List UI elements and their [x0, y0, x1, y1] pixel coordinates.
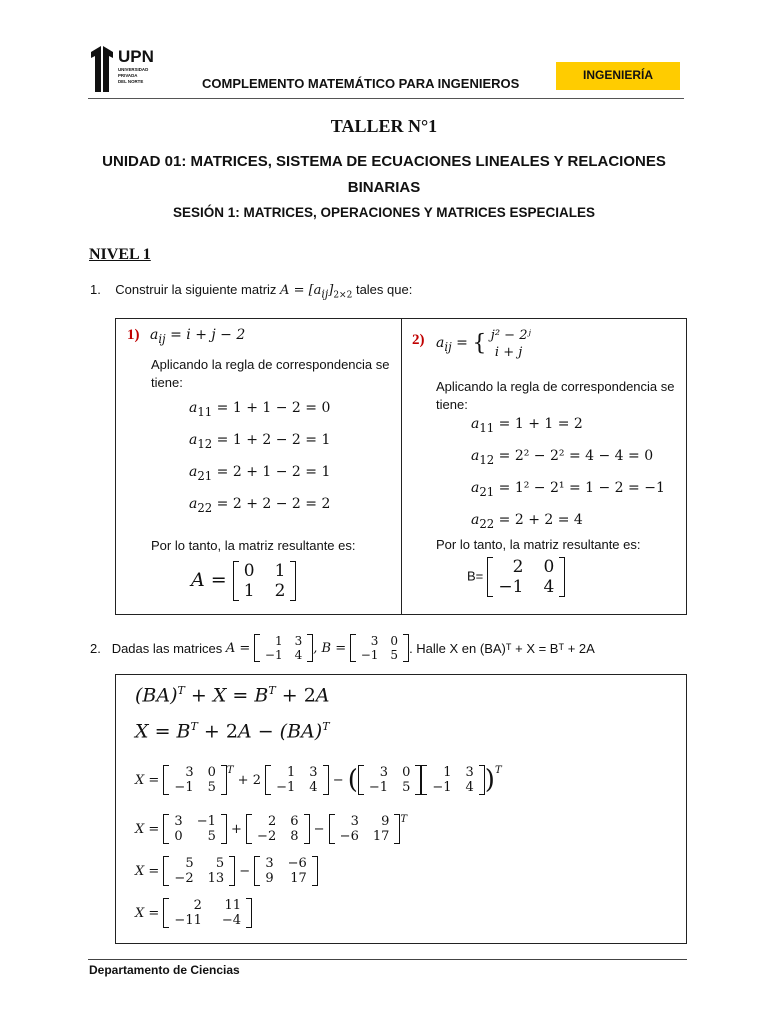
logo-text: UPN — [118, 47, 154, 66]
part-2-conclusion: Por lo tanto, la matriz resultante es: — [436, 537, 641, 552]
level-heading: NIVEL 1 — [89, 246, 151, 263]
footer-divider — [88, 959, 687, 960]
solution-line-2: $X = B^T + 2A - (BA)^T$ — [135, 720, 330, 743]
svg-text:DEL NORTE: DEL NORTE — [118, 79, 144, 84]
part-2-step: $a_{11} = 1 + 1 = 2$ — [471, 416, 583, 435]
matrix-definition: $A = [a_{ij}]_{2\times 2}$ — [280, 283, 353, 301]
answer-divider — [401, 318, 402, 614]
svg-text:UNIVERSIDAD: UNIVERSIDAD — [118, 67, 149, 72]
unit-title-line2: BINARIAS — [347, 179, 421, 196]
question-2: 2. Dadas las matrices A = 1 3 −1 4 , B = 3 0 −1 5 . Halle X en (BA)ᵀ + X = Bᵀ + 2A — [90, 634, 595, 662]
part-2-step: $a_{22} = 2 + 2 = 4$ — [471, 512, 583, 531]
result-matrix-A: A = 0 1 1 2 — [191, 561, 296, 601]
solution-line-1: $(BA)^T + X = B^T + 2A$ — [135, 684, 330, 707]
part-2-header: 2) — [412, 332, 425, 348]
part-1-step: $a_{21} = 2 + 1 - 2 = 1$ — [189, 464, 331, 483]
page-title: TALLER N°1 — [330, 116, 438, 136]
part-1-step: $a_{22} = 2 + 2 - 2 = 2$ — [189, 496, 331, 515]
result-matrix-B: B= 2 0 −1 4 — [467, 557, 565, 597]
solution-step-5: X = 5 5 −2 13 − 3 −6 9 17 — [135, 856, 318, 886]
upn-logo — [88, 44, 168, 94]
svg-text:PRIVADA: PRIVADA — [118, 73, 138, 78]
part-2-intro: Aplicando la regla de correspondencia se tiene: — [436, 379, 675, 412]
part-2-rule: $a_{ij}$ = { j² − 2ʲ i + j — [436, 328, 531, 360]
course-title: COMPLEMENTO MATEMÁTICO PARA INGENIEROS — [202, 76, 520, 91]
category-badge: INGENIERÍA — [556, 62, 680, 90]
part-1-intro: Aplicando la regla de correspondencia se tiene: — [151, 357, 390, 390]
question-1: 1. Construir la siguiente matriz $A = [a_{ij}]_{2\times 2}$ tales que: — [90, 282, 413, 301]
part-2-step: $a_{21} = 1^2 - 2^1 = 1 - 2 = -1$ — [471, 480, 665, 499]
session-title: SESIÓN 1: MATRICES, OPERACIONES Y MATRICES ESPECIALES — [172, 205, 596, 220]
part-1-step: $a_{11} = 1 + 1 - 2 = 0$ — [189, 400, 331, 419]
footer-department: Departamento de Ciencias — [89, 963, 240, 977]
solution-result: X = 2 11 −11 −4 — [135, 898, 252, 928]
solution-step-4: X = 3 −1 0 5 + 2 6 −2 8 − 3 9 −6 17 T — [135, 814, 408, 844]
solution-step-3: X = 3 0 −1 5 T + 2 1 3 −1 4 − ( 3 0 −1 5 1 3 −1 4 ) T — [135, 765, 502, 795]
unit-title-line1: UNIDAD 01: MATRICES, SISTEMA DE ECUACIONES LINEALES Y RELACIONES — [102, 153, 666, 170]
header-divider — [88, 98, 684, 99]
part-1-step: $a_{12} = 1 + 2 - 2 = 1$ — [189, 432, 331, 451]
part-2-step: $a_{12} = 2^2 - 2^2 = 4 - 4 = 0$ — [471, 448, 654, 467]
part-1-conclusion: Por lo tanto, la matriz resultante es: — [151, 538, 356, 553]
part-1-header: 1) $a_{ij} = i + j - 2$ — [127, 327, 246, 346]
